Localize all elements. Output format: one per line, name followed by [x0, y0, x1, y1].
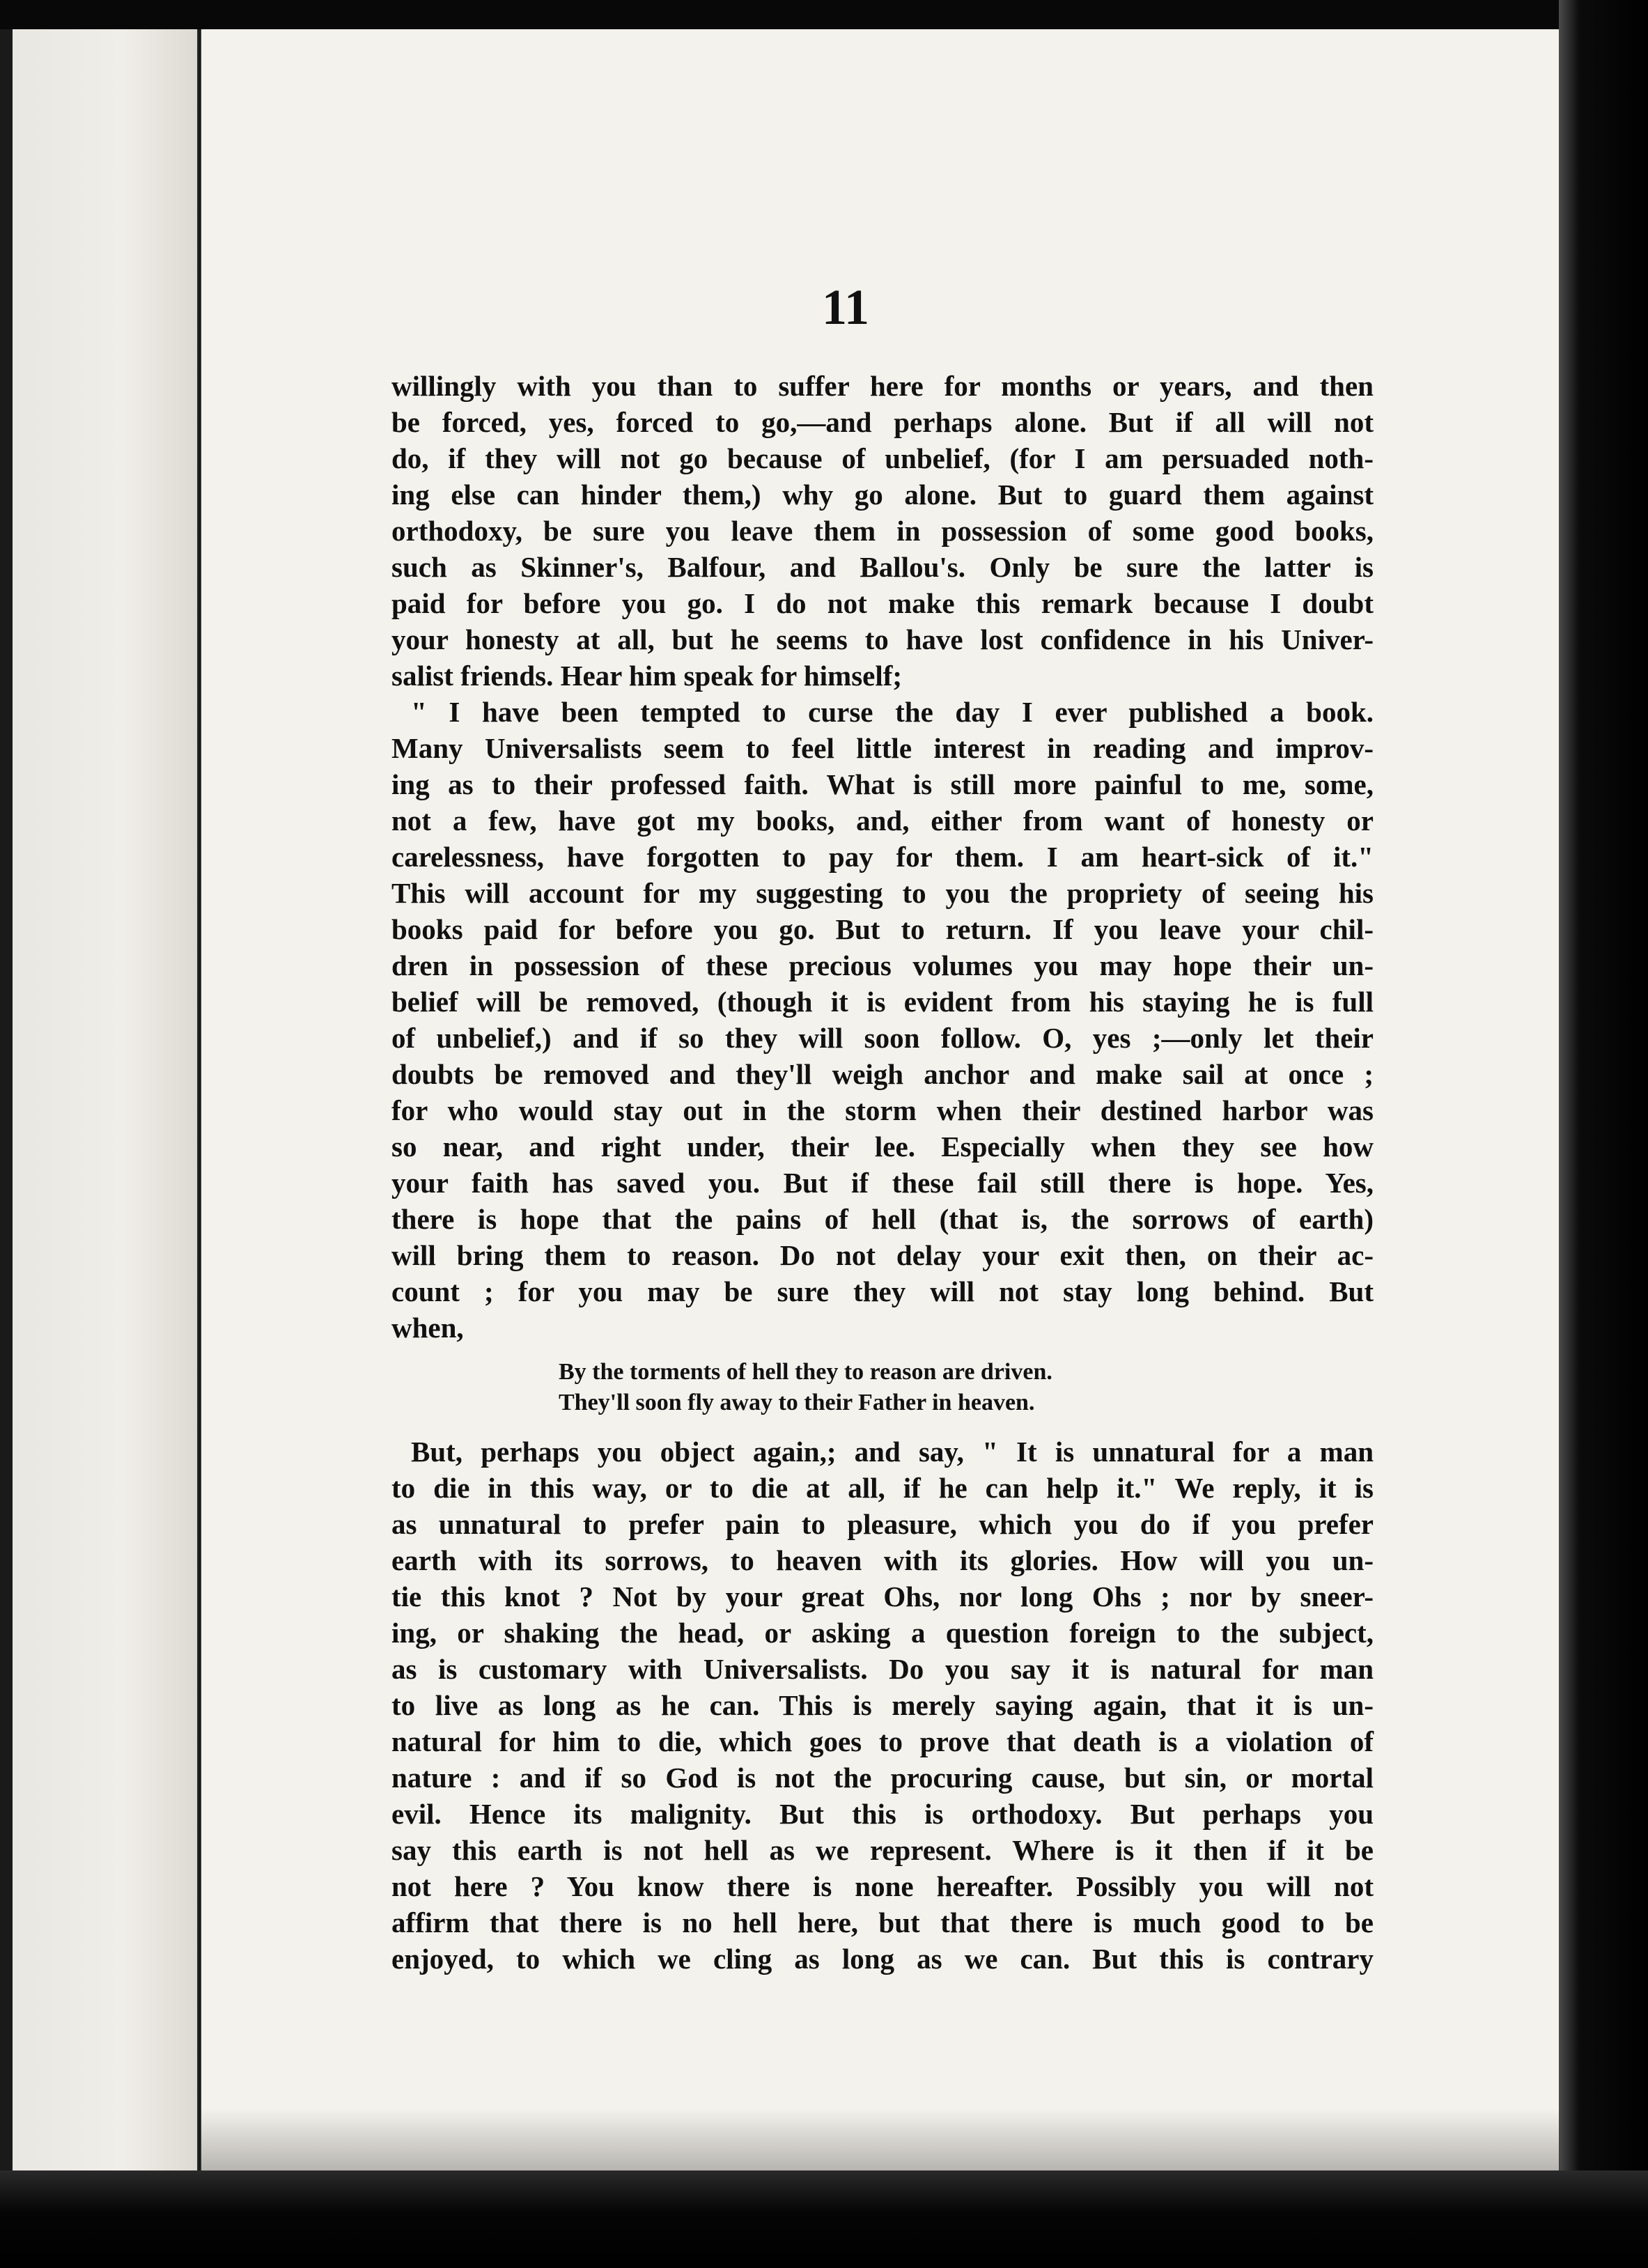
quote-line: Many Universalists seem to feel little interest in reading and improv- [391, 732, 1374, 764]
text-line: affirm that there is no hell here, but that there is much good to be [391, 1906, 1374, 1939]
text-line: to die in this way, or to die at all, if he can help it." We reply, it is [391, 1472, 1374, 1504]
text-line: not here ? You know there is none hereafter. Possibly you will not [391, 1870, 1374, 1902]
scan-border-top [0, 0, 1648, 29]
text-line: so near, and right under, their lee. Especially when they see how [391, 1131, 1374, 1163]
scan-border-left [0, 0, 13, 2268]
facing-page-margin [13, 28, 197, 2173]
text-line: ing else can hinder them,) why go alone. But to guard them against [391, 479, 1374, 511]
text-line: tie this knot ? Not by your great Ohs, nor long Ohs ; nor by sneer- [391, 1580, 1374, 1613]
text-line: belief will be removed, (though it is evident from his staying he is full [391, 986, 1374, 1018]
text-line: paid for before you go. I do not make this remark because I doubt [391, 587, 1374, 619]
text-line: be forced, yes, forced to go,—and perhaps alone. But if all will not [391, 406, 1374, 438]
scan-border-bottom [0, 2170, 1648, 2268]
text-line: when, [391, 1312, 464, 1344]
quote-line: " I have been tempted to curse the day I ever published a book. [411, 696, 1374, 728]
page-number: 11 [822, 279, 870, 335]
text-line: This will account for my suggesting to you the propriety of seeing his [391, 877, 1374, 909]
body-text [391, 368, 1374, 1977]
text-line: as is customary with Universalists. Do you say it is natural for man [391, 1653, 1374, 1685]
text-line: orthodoxy, be sure you leave them in possession of some good books, [391, 515, 1374, 547]
scan-border-right [1559, 0, 1648, 2268]
quote-line: carelessness, have forgotten to pay for them. I am heart-sick of it." [391, 841, 1374, 873]
quote-line: ing as to their professed faith. What is still more painful to me, some, [391, 768, 1374, 800]
text-line: evil. Hence its malignity. But this is orthodoxy. But perhaps you [391, 1798, 1374, 1830]
text-line: ing, or shaking the head, or asking a question foreign to the subject, [391, 1617, 1374, 1649]
text-line: will bring them to reason. Do not delay your exit then, on their ac- [391, 1239, 1374, 1271]
text-line: enjoyed, to which we cling as long as we can. But this is contrary [391, 1943, 1374, 1975]
text-line: count ; for you may be sure they will not stay long behind. But [391, 1275, 1374, 1307]
text-line: But, perhaps you object again,; and say, " It is unnatural for a man [411, 1436, 1374, 1468]
text-line: willingly with you than to suffer here for months or years, and then [391, 370, 1374, 402]
text-line: earth with its sorrows, to heaven with its glories. How will you un- [391, 1544, 1374, 1576]
text-line: there is hope that the pains of hell (that is, the sorrows of earth) [391, 1203, 1374, 1235]
text-line: dren in possession of these precious volumes you may hope their un- [391, 949, 1374, 981]
text-line: books paid for before you go. But to return. If you leave your chil- [391, 913, 1374, 945]
text-line: such as Skinner's, Balfour, and Ballou's. Only be sure the latter is [391, 551, 1374, 583]
verse-line: They'll soon fly away to their Father in heaven. [559, 1390, 1035, 1415]
text-line: to live as long as he can. This is merely saying again, that it is un- [391, 1689, 1374, 1721]
text-line: natural for him to die, which goes to prove that death is a violation of [391, 1725, 1374, 1757]
text-line: for who would stay out in the storm when their destined harbor was [391, 1094, 1374, 1126]
page-gutter [197, 28, 201, 2173]
text-line: doubts be removed and they'll weigh anchor and make sail at once ; [391, 1058, 1374, 1090]
text-line: do, if they will not go because of unbelief, (for I am persuaded noth- [391, 442, 1374, 474]
quote-line: not a few, have got my books, and, either from want of honesty or [391, 805, 1374, 837]
text-line: salist friends. Hear him speak for himself; [391, 660, 903, 692]
text-line: nature : and if so God is not the procuring cause, but sin, or mortal [391, 1762, 1374, 1794]
verse-line: By the torments of hell they to reason are driven. [559, 1359, 1052, 1385]
text-line: your faith has saved you. But if these fail still there is hope. Yes, [391, 1167, 1374, 1199]
page-bottom-shadow [201, 2108, 1560, 2170]
text-line: your honesty at all, but he seems to have lost confidence in his Univer- [391, 623, 1374, 655]
text-line: of unbelief,) and if so they will soon follow. O, yes ;—only let their [391, 1022, 1374, 1054]
text-line: as unnatural to prefer pain to pleasure, which you do if you prefer [391, 1508, 1374, 1540]
text-line: say this earth is not hell as we represent. Where is it then if it be [391, 1834, 1374, 1866]
